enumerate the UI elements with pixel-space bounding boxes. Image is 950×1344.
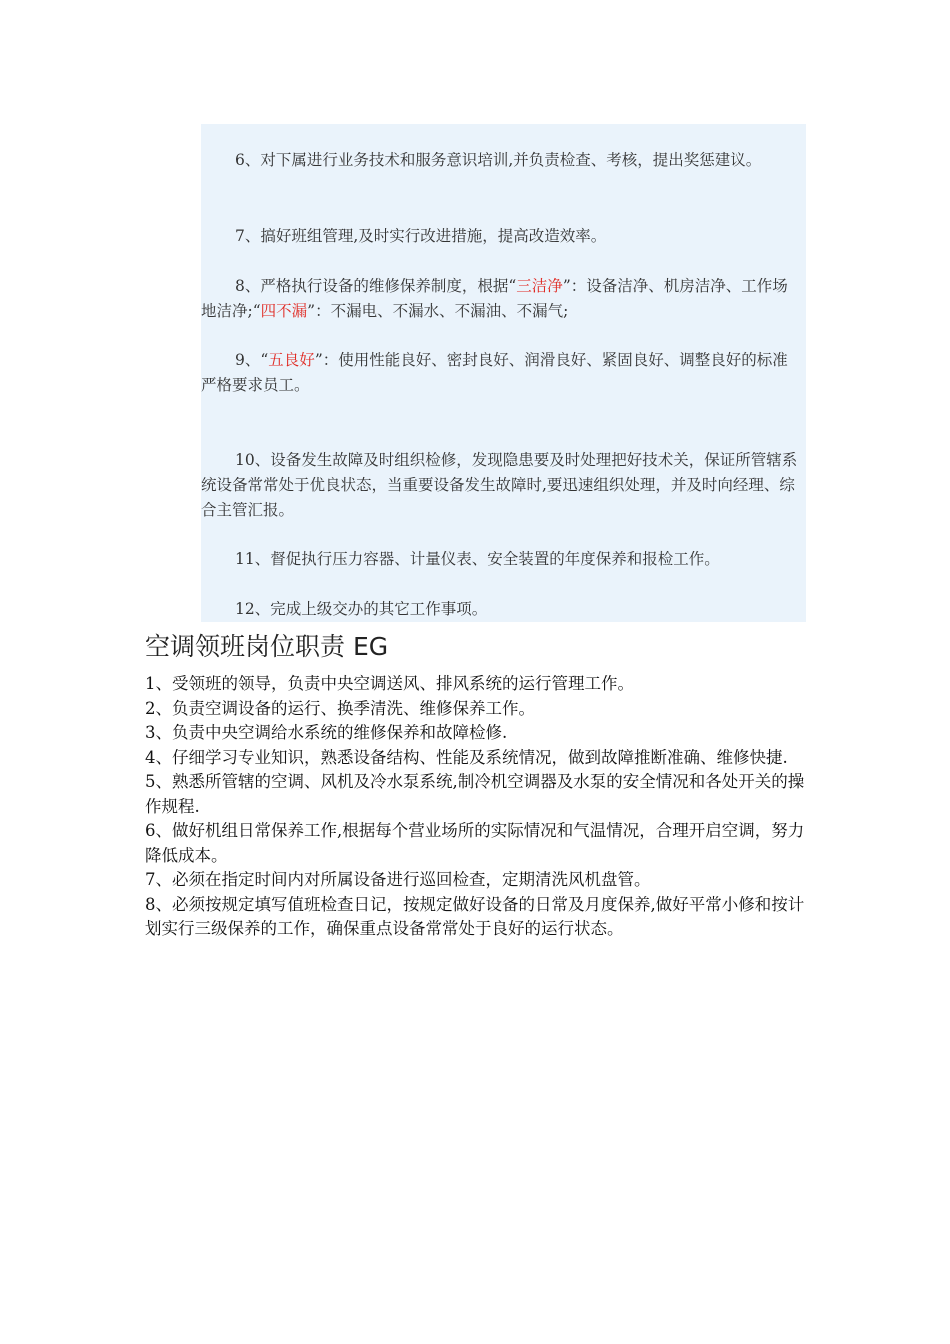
hvac-duty-list xyxy=(145,672,805,942)
list-item: 3、负责中央空调给水系统的维修保养和故障检修. xyxy=(145,723,508,742)
list-item: 1、受领班的领导，负责中央空调送风、排风系统的运行管理工作。 xyxy=(145,674,634,693)
list-item: 6、做好机组日常保养工作,根据每个营业场所的实际情况和气温情况，合理开启空调，努力降低成本。 xyxy=(145,821,805,865)
duty-item-12: 12、完成上级交办的其它工作事项。 xyxy=(235,600,488,618)
duty-item-10: 10、设备发生故障及时组织检修，发现隐患要及时处理把好技术关，保证所管辖系统设备常常处于优良状态，当重要设备发生故障时,要迅速组织处理，并及时向经理、综合主管汇报。 xyxy=(201,451,798,519)
duty-item-8 xyxy=(201,274,801,324)
keyword-four-no-leak: 四不漏 xyxy=(260,302,308,320)
list-item: 8、必须按规定填写值班检查日记，按规定做好设备的日常及月度保养,做好平常小修和按计划实行三级保养的工作，确保重点设备常常处于良好的运行状态。 xyxy=(145,894,805,938)
list-item: 7、必须在指定时间内对所属设备进行巡回检查，定期清洗风机盘管。 xyxy=(145,870,651,889)
duty-item-7: 7、搞好班组管理,及时实行改进措施，提高改造效率。 xyxy=(235,227,607,245)
section-title: 空调领班岗位职责 EG xyxy=(145,632,389,661)
list-item: 4、仔细学习专业知识，熟悉设备结构、性能及系统情况，做到故障推断准确、维修快捷. xyxy=(145,747,788,767)
list-item: 5、熟悉所管辖的空调、风机及冷水泵系统,制冷机空调器及水泵的安全情况和各处开关的操作规程. xyxy=(145,772,805,816)
duty-item-9-text-b: ”：使用性能良好、密封良好、润滑良好、紧固良好、调整良好的标准严格要求员工。 xyxy=(201,351,788,394)
keyword-three-clean: 三洁净 xyxy=(516,277,563,295)
duty-item-8-text-b: ”：设备洁净、机房洁净、工作场地洁净;“ xyxy=(201,277,788,320)
duty-item-8-text-a: 8、严格执行设备的维修保养制度，根据“ xyxy=(235,277,517,295)
duty-item-6: 6、对下属进行业务技术和服务意识培训,并负责检查、考核，提出奖惩建议。 xyxy=(235,151,762,169)
duty-item-9-text-a: 9、“ xyxy=(235,351,269,369)
duty-item-9 xyxy=(201,348,801,398)
duty-item-8-text-c: ”：不漏电、不漏水、不漏油、不漏气; xyxy=(307,302,569,320)
duty-item-11: 11、督促执行压力容器、计量仪表、安全装置的年度保养和报检工作。 xyxy=(235,550,720,568)
keyword-five-good: 五良好 xyxy=(268,351,315,369)
list-item: 2、负责空调设备的运行、换季清洗、维修保养工作。 xyxy=(145,698,535,718)
